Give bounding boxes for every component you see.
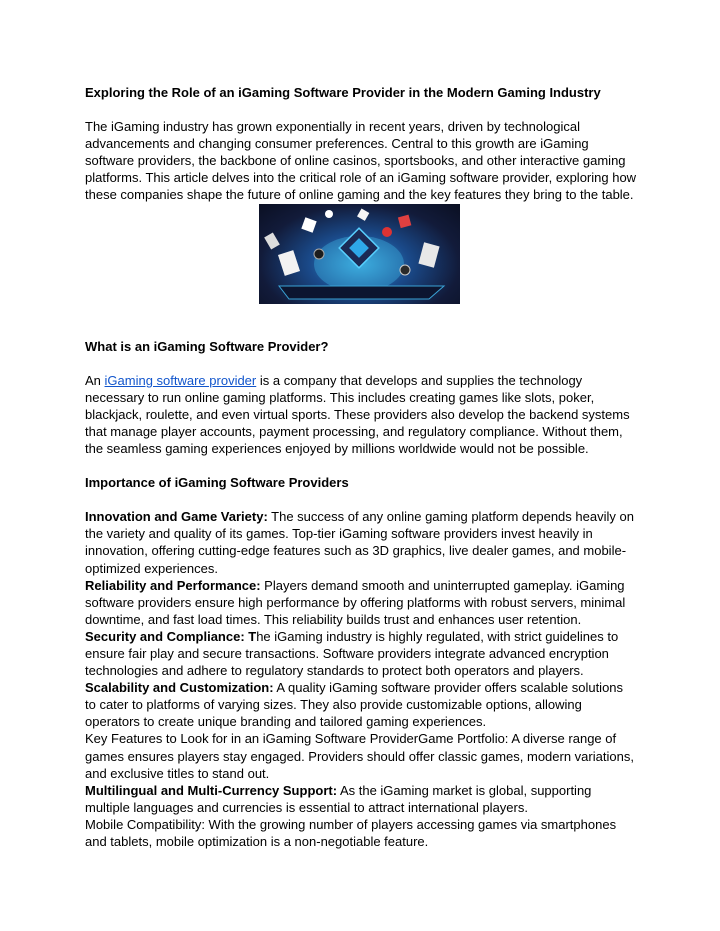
section-heading-what-is: What is an iGaming Software Provider? — [85, 338, 329, 354]
item-label: Security and Compliance: T — [85, 628, 257, 644]
intro-paragraph: The iGaming industry has grown exponentially in recent years, driven by technological advancements and changing consumer preferences. Central to this growth are iGaming software providers, the backbone of online casinos, sportsbooks, and other interactive gaming platforms. This article delves into the critical role of an iGaming software provider, exploring how these companies shape the future of online gaming and the key features they bring to the table. — [85, 119, 637, 203]
importance-item-scalability — [85, 679, 637, 730]
item-label: Scalability and Customization: — [85, 680, 274, 696]
item-label: Reliability and Performance: — [85, 577, 261, 593]
importance-item-security — [85, 628, 637, 679]
igaming-software-provider-link[interactable]: iGaming software provider — [104, 372, 257, 388]
item-text: As the iGaming market is global, supporting multiple languages and currencies is essential to attract international players. — [85, 782, 592, 815]
spacer — [85, 101, 637, 118]
hero-image-container — [85, 204, 637, 304]
mobile-paragraph: Mobile Compatibility: With the growing number of players accessing games via smartphones and tablets, mobile optimization is a non-negotiable feature. — [85, 816, 617, 849]
hero-image — [259, 204, 460, 304]
multilingual-paragraph — [85, 782, 637, 816]
item-text: he iGaming industry is highly regulated, with strict guidelines to ensure fair play and secure transactions. Software providers integrate advanced encryption technologies and adhere to regulatory standards to protect both operators and players. — [85, 628, 619, 679]
key-features-paragraph: Key Features to Look for in an iGaming Software ProviderGame Portfolio: A diverse range of games ensures players stay engaged. Providers should offer classic games, modern variations, and exclusive titles to stand out. — [85, 731, 634, 781]
text-fragment: An — [85, 372, 105, 388]
item-text: A quality iGaming software provider offers scalable solutions to cater to platforms of varying sizes. They also provide customizable options, allowing operators to create unique branding and tailored gaming experiences. — [85, 680, 624, 730]
spacer — [85, 355, 637, 372]
importance-item-reliability — [85, 577, 637, 628]
document-page — [85, 84, 637, 850]
item-text: The success of any online gaming platform depends heavily on the variety and quality of its games. Top-tier iGaming software providers invest heavily in innovation, offering cutting-edge features such as 3D graphics, live dealer games, and mobile-optimized experiences. — [85, 509, 634, 576]
text-fragment: is a company that develops and supplies the technology necessary to run online gaming platforms. This includes creating games like slots, poker, blackjack, roulette, and even virtual sports. These providers also develop the backend systems that manage player accounts, payment processing, and regulatory compliance. Without them, the seamless gaming experiences enjoyed by millions worldwide would not be possible. — [85, 372, 630, 457]
spacer — [85, 457, 637, 474]
item-label: Multilingual and Multi-Currency Support: — [85, 782, 338, 798]
what-is-paragraph — [85, 372, 637, 457]
spacer — [85, 491, 637, 508]
importance-item-innovation — [85, 508, 637, 576]
casino-illustration — [259, 204, 460, 304]
item-label: Innovation and Game Variety: — [85, 509, 268, 525]
section-heading-importance: Importance of iGaming Software Providers — [85, 475, 349, 491]
item-text: Players demand smooth and uninterrupted gameplay. iGaming software providers ensure high performance by offering platforms with robust servers, minimal downtime, and fast load times. This reliability builds trust and enhances user retention. — [85, 577, 626, 627]
article-title: Exploring the Role of an iGaming Software Provider in the Modern Gaming Industry — [85, 85, 601, 100]
